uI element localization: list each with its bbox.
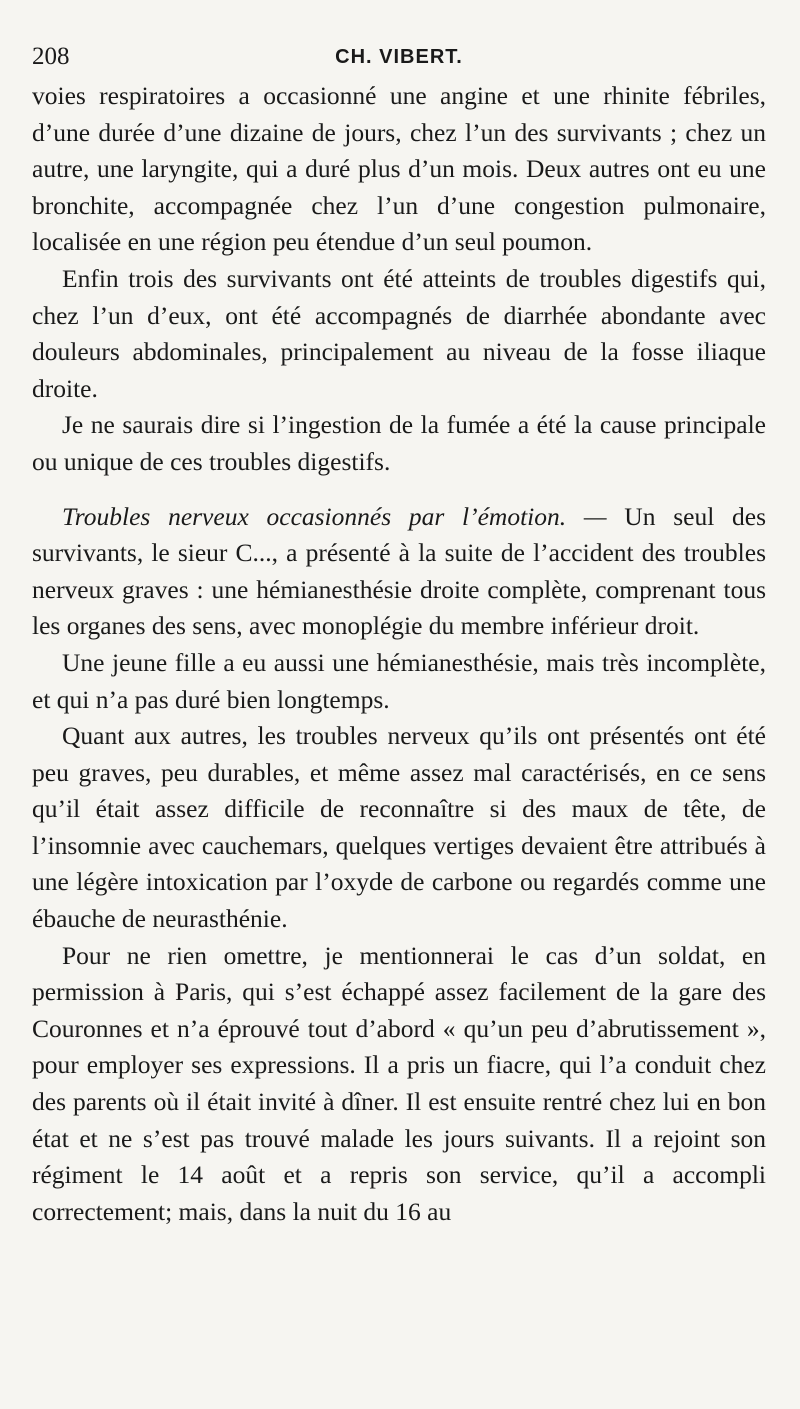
paragraph-digestive: Enfin trois des survivants ont été atteints de troubles digestifs qui, chez l’un d’eux, ont été accompagnés de diarrhée abondante avec douleurs abdominales, principalement au niveau de la fosse iliaque droite. — [32, 263, 766, 403]
page-number: 208 — [32, 43, 70, 70]
paragraph-nervous-troubles-text: Un seul des survivants, le sieur C..., a présenté à la suite de l’accident des troubles nerveux graves : une hémianesthésie droite complète, comprenant tous les organes des sens, avec monoplégie du membre inférieur droit. — [32, 501, 767, 641]
paragraph-nervous-troubles — [32, 499, 766, 645]
paragraph-respiratory: voies respiratoires a occasionné une angine et une rhinite fébriles, d’une durée d’une dizaine de jours, chez l’un des survivants ; chez un autre, une laryngite, qui a duré plus d’un mois. Deux autres ont eu une bronchite, accompagnée chez l’un d’une congestion pulmonaire, localisée en une région peu étendue d’un seul poumon. — [32, 81, 766, 257]
page-header — [32, 40, 766, 74]
paragraph-others: Quant aux autres, les troubles nerveux qu’ils ont présentés ont été peu graves, peu durables, et même assez mal caractérisés, en ce sens qu’il était assez difficile de reconnaître si des maux de tête, de l’insomnie avec cauchemars, quelques vertiges devaient être attribués à une légère intoxication par l’oxyde de carbone ou regardés comme une ébauche de neurasthénie. — [32, 721, 766, 934]
running-head: CH. VIBERT. — [335, 46, 463, 68]
paragraph-young-girl: Une jeune fille a eu aussi une hémianesthésie, mais très incomplète, et qui n’a pas duré bien longtemps. — [32, 647, 766, 714]
paragraph-smoke-ingestion: Je ne saurais dire si l’ingestion de la fumée a été la cause principale ou unique de ces troubles digestifs. — [32, 410, 766, 476]
section-title: Troubles nerveux occasionnés par l’émotion. — — [62, 501, 607, 531]
paragraph-soldier: Pour ne rien omettre, je mentionnerai le cas d’un soldat, en permission à Paris, qui s’est échappé assez facilement de la gare des Couronnes et n’a éprouvé tout d’abord « qu’un peu d’abrutissement », pour employer ses expressions. Il a pris un fiacre, qui l’a conduit chez des parents où il était invité à dîner. Il est ensuite rentré chez lui en bon état et ne s’est pas trouvé malade les jours suivants. Il a rejoint son régiment le 14 août et a repris son service, qu’il a accompli correctement; mais, dans la nuit du 16 au — [32, 940, 766, 1226]
body-text — [32, 78, 766, 1230]
